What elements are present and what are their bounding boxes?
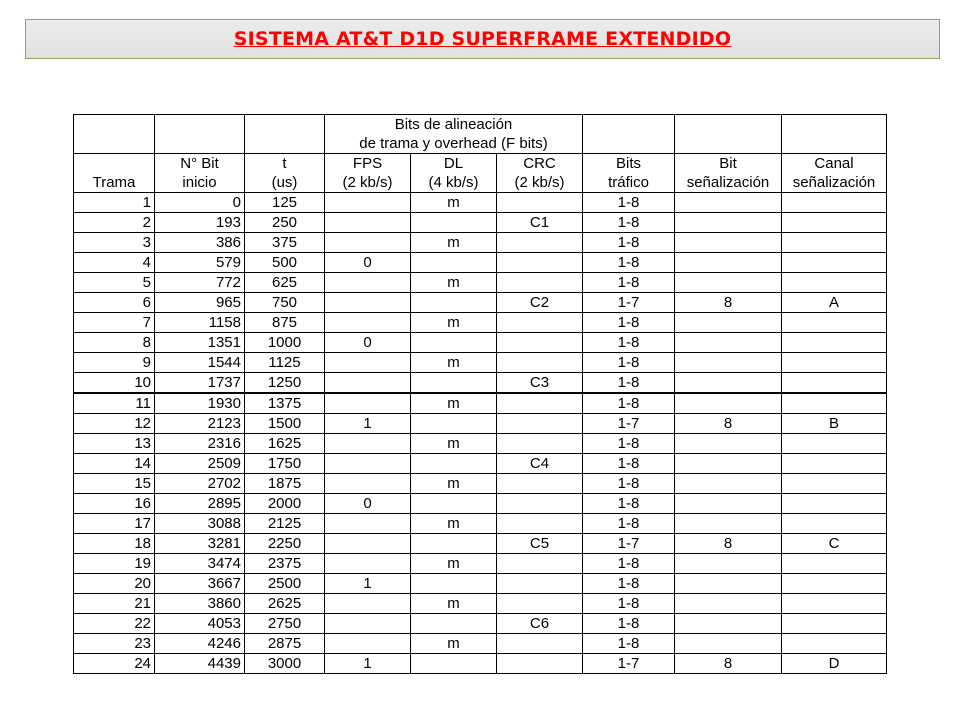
- canal-cell: [782, 454, 887, 474]
- t-cell: 750: [245, 293, 325, 313]
- nbit-cell: 386: [155, 233, 245, 253]
- bits-cell: 1-7: [583, 293, 675, 313]
- trama-cell: 23: [74, 634, 155, 654]
- trama-cell: 18: [74, 534, 155, 554]
- header-empty-cell: [675, 115, 782, 154]
- bits-cell: 1-8: [583, 474, 675, 494]
- bits-cell: 1-7: [583, 414, 675, 434]
- header-empty-cell: [74, 115, 155, 154]
- bit-cell: [675, 554, 782, 574]
- canal-cell: [782, 634, 887, 654]
- trama-cell: 3: [74, 233, 155, 253]
- table-row: [74, 654, 887, 674]
- fps-cell: 0: [325, 253, 411, 273]
- bits-cell: 1-8: [583, 454, 675, 474]
- trama-cell: 9: [74, 353, 155, 373]
- page-title: SISTEMA AT&T D1D SUPERFRAME EXTENDIDO: [233, 28, 732, 50]
- crc-cell: C5: [497, 534, 583, 554]
- bit-cell: 8: [675, 534, 782, 554]
- nbit-cell: 2123: [155, 414, 245, 434]
- bit-cell: 8: [675, 414, 782, 434]
- fps-cell: [325, 434, 411, 454]
- dl-cell: m: [411, 434, 497, 454]
- nbit-cell: 0: [155, 193, 245, 213]
- trama-cell: 19: [74, 554, 155, 574]
- bits-cell: 1-8: [583, 233, 675, 253]
- bits-cell: 1-8: [583, 393, 675, 414]
- bit-cell: [675, 614, 782, 634]
- dl-cell: m: [411, 474, 497, 494]
- bit-cell: [675, 634, 782, 654]
- fps-cell: 0: [325, 333, 411, 353]
- fps-cell: [325, 293, 411, 313]
- trama-cell: 6: [74, 293, 155, 313]
- table-row: [74, 273, 887, 293]
- fps-cell: [325, 554, 411, 574]
- table-row: [74, 393, 887, 414]
- dl-cell: [411, 213, 497, 233]
- canal-cell: D: [782, 654, 887, 674]
- bits-cell: 1-7: [583, 654, 675, 674]
- bit-cell: [675, 253, 782, 273]
- dl-cell: m: [411, 353, 497, 373]
- nbit-cell: 579: [155, 253, 245, 273]
- trama-cell: 16: [74, 494, 155, 514]
- nbit-cell: 4246: [155, 634, 245, 654]
- header-dl-line2: (4 kb/s): [411, 173, 497, 193]
- table-row: [74, 554, 887, 574]
- table-row: [74, 353, 887, 373]
- fps-cell: [325, 213, 411, 233]
- canal-cell: [782, 393, 887, 414]
- bit-cell: [675, 333, 782, 353]
- fps-cell: 1: [325, 574, 411, 594]
- canal-cell: [782, 313, 887, 333]
- bits-cell: 1-8: [583, 514, 675, 534]
- table-row: [74, 333, 887, 353]
- bits-cell: 1-8: [583, 193, 675, 213]
- header-row-units: [74, 173, 887, 193]
- t-cell: 125: [245, 193, 325, 213]
- nbit-cell: 2895: [155, 494, 245, 514]
- crc-cell: [497, 273, 583, 293]
- header-row-group: [74, 115, 887, 154]
- table-row: [74, 373, 887, 394]
- trama-cell: 1: [74, 193, 155, 213]
- trama-cell: 8: [74, 333, 155, 353]
- header-t-line1: t: [245, 154, 325, 174]
- bits-cell: 1-8: [583, 574, 675, 594]
- trama-cell: 15: [74, 474, 155, 494]
- header-group-fbits: [325, 115, 583, 154]
- header-row-names: [74, 154, 887, 174]
- crc-cell: [497, 313, 583, 333]
- dl-cell: m: [411, 193, 497, 213]
- canal-cell: [782, 273, 887, 293]
- dl-cell: [411, 293, 497, 313]
- nbit-cell: 3474: [155, 554, 245, 574]
- canal-cell: [782, 333, 887, 353]
- bit-cell: [675, 193, 782, 213]
- bits-cell: 1-8: [583, 273, 675, 293]
- canal-cell: [782, 193, 887, 213]
- nbit-cell: 3860: [155, 594, 245, 614]
- bit-cell: [675, 353, 782, 373]
- table-row: [74, 494, 887, 514]
- t-cell: 1625: [245, 434, 325, 454]
- canal-cell: [782, 253, 887, 273]
- fps-cell: [325, 373, 411, 394]
- superframe-table: [73, 114, 887, 674]
- t-cell: 875: [245, 313, 325, 333]
- table-row: [74, 514, 887, 534]
- bit-cell: 8: [675, 654, 782, 674]
- dl-cell: m: [411, 393, 497, 414]
- header-empty-cell: [782, 115, 887, 154]
- trama-cell: 7: [74, 313, 155, 333]
- crc-cell: [497, 233, 583, 253]
- crc-cell: [497, 434, 583, 454]
- title-banner: [25, 19, 940, 59]
- trama-cell: 20: [74, 574, 155, 594]
- fps-cell: [325, 474, 411, 494]
- t-cell: 2250: [245, 534, 325, 554]
- bit-cell: [675, 213, 782, 233]
- header-fps-line2: (2 kb/s): [325, 173, 411, 193]
- bit-cell: [675, 313, 782, 333]
- fps-cell: 1: [325, 654, 411, 674]
- nbit-cell: 772: [155, 273, 245, 293]
- bit-cell: [675, 373, 782, 394]
- canal-cell: [782, 514, 887, 534]
- fps-cell: [325, 313, 411, 333]
- bit-cell: [675, 454, 782, 474]
- nbit-cell: 1544: [155, 353, 245, 373]
- t-cell: 1125: [245, 353, 325, 373]
- crc-cell: C4: [497, 454, 583, 474]
- nbit-cell: 3281: [155, 534, 245, 554]
- crc-cell: [497, 594, 583, 614]
- bits-cell: 1-8: [583, 253, 675, 273]
- trama-cell: 10: [74, 373, 155, 394]
- bits-cell: 1-8: [583, 554, 675, 574]
- nbit-cell: 2316: [155, 434, 245, 454]
- table-row: [74, 434, 887, 454]
- table-row: [74, 534, 887, 554]
- trama-cell: 13: [74, 434, 155, 454]
- t-cell: 2625: [245, 594, 325, 614]
- header-bits-line2: tráfico: [583, 173, 675, 193]
- nbit-cell: 4439: [155, 654, 245, 674]
- table-row: [74, 474, 887, 494]
- trama-cell: 14: [74, 454, 155, 474]
- canal-cell: [782, 434, 887, 454]
- canal-cell: [782, 474, 887, 494]
- table-row: [74, 213, 887, 233]
- bits-cell: 1-8: [583, 373, 675, 394]
- bit-cell: [675, 233, 782, 253]
- bits-cell: 1-8: [583, 594, 675, 614]
- header-canal-line1: Canal: [782, 154, 887, 174]
- bit-cell: [675, 494, 782, 514]
- crc-cell: [497, 634, 583, 654]
- table-row: [74, 414, 887, 434]
- dl-cell: m: [411, 514, 497, 534]
- t-cell: 375: [245, 233, 325, 253]
- bit-cell: [675, 574, 782, 594]
- canal-cell: [782, 494, 887, 514]
- t-cell: 2000: [245, 494, 325, 514]
- header-nbit-line2: inicio: [155, 173, 245, 193]
- dl-cell: m: [411, 634, 497, 654]
- trama-cell: 5: [74, 273, 155, 293]
- dl-cell: m: [411, 313, 497, 333]
- header-empty-cell: [583, 115, 675, 154]
- header-crc-line2: (2 kb/s): [497, 173, 583, 193]
- crc-cell: [497, 333, 583, 353]
- bit-cell: [675, 474, 782, 494]
- nbit-cell: 2702: [155, 474, 245, 494]
- crc-cell: [497, 393, 583, 414]
- fps-cell: [325, 273, 411, 293]
- crc-cell: C1: [497, 213, 583, 233]
- header-group-line2: de trama y overhead (F bits): [359, 135, 548, 152]
- header-crc-line1: CRC: [497, 154, 583, 174]
- fps-cell: [325, 393, 411, 414]
- header-bit-line2: señalización: [675, 173, 782, 193]
- fps-cell: 0: [325, 494, 411, 514]
- crc-cell: C6: [497, 614, 583, 634]
- canal-cell: [782, 233, 887, 253]
- nbit-cell: 1930: [155, 393, 245, 414]
- canal-cell: [782, 554, 887, 574]
- canal-cell: [782, 213, 887, 233]
- fps-cell: [325, 233, 411, 253]
- trama-cell: 17: [74, 514, 155, 534]
- canal-cell: [782, 594, 887, 614]
- dl-cell: m: [411, 233, 497, 253]
- crc-cell: [497, 253, 583, 273]
- bit-cell: [675, 393, 782, 414]
- fps-cell: [325, 614, 411, 634]
- table-body: [74, 193, 887, 674]
- nbit-cell: 3088: [155, 514, 245, 534]
- crc-cell: [497, 654, 583, 674]
- crc-cell: [497, 414, 583, 434]
- t-cell: 1875: [245, 474, 325, 494]
- bits-cell: 1-8: [583, 634, 675, 654]
- header-group-line1: Bits de alineación: [394, 116, 513, 133]
- dl-cell: [411, 373, 497, 394]
- nbit-cell: 3667: [155, 574, 245, 594]
- t-cell: 3000: [245, 654, 325, 674]
- t-cell: 1500: [245, 414, 325, 434]
- fps-cell: [325, 454, 411, 474]
- t-cell: 2375: [245, 554, 325, 574]
- dl-cell: [411, 534, 497, 554]
- canal-cell: A: [782, 293, 887, 313]
- dl-cell: m: [411, 273, 497, 293]
- canal-cell: [782, 373, 887, 394]
- table-row: [74, 594, 887, 614]
- fps-cell: [325, 534, 411, 554]
- header-trama: Trama: [74, 173, 155, 193]
- bits-cell: 1-8: [583, 333, 675, 353]
- bits-cell: 1-8: [583, 353, 675, 373]
- dl-cell: [411, 614, 497, 634]
- crc-cell: [497, 554, 583, 574]
- bits-cell: 1-8: [583, 213, 675, 233]
- header-nbit-line1: N° Bit: [155, 154, 245, 174]
- table-row: [74, 313, 887, 333]
- table-row: [74, 253, 887, 273]
- t-cell: 1375: [245, 393, 325, 414]
- table-row: [74, 193, 887, 213]
- bit-cell: [675, 273, 782, 293]
- fps-cell: 1: [325, 414, 411, 434]
- bit-cell: 8: [675, 293, 782, 313]
- header-t-line2: (us): [245, 173, 325, 193]
- crc-cell: [497, 474, 583, 494]
- crc-cell: [497, 353, 583, 373]
- t-cell: 2125: [245, 514, 325, 534]
- header-dl-line1: DL: [411, 154, 497, 174]
- fps-cell: [325, 594, 411, 614]
- nbit-cell: 2509: [155, 454, 245, 474]
- crc-cell: [497, 494, 583, 514]
- bit-cell: [675, 594, 782, 614]
- bit-cell: [675, 514, 782, 534]
- dl-cell: [411, 414, 497, 434]
- t-cell: 2500: [245, 574, 325, 594]
- bits-cell: 1-7: [583, 534, 675, 554]
- fps-cell: [325, 634, 411, 654]
- t-cell: 250: [245, 213, 325, 233]
- t-cell: 1250: [245, 373, 325, 394]
- trama-cell: 11: [74, 393, 155, 414]
- dl-cell: m: [411, 594, 497, 614]
- dl-cell: [411, 253, 497, 273]
- bits-cell: 1-8: [583, 494, 675, 514]
- dl-cell: [411, 654, 497, 674]
- trama-cell: 21: [74, 594, 155, 614]
- fps-cell: [325, 353, 411, 373]
- canal-cell: C: [782, 534, 887, 554]
- crc-cell: C2: [497, 293, 583, 313]
- dl-cell: [411, 454, 497, 474]
- bits-cell: 1-8: [583, 614, 675, 634]
- fps-cell: [325, 193, 411, 213]
- header-empty-cell: [155, 115, 245, 154]
- bits-cell: 1-8: [583, 313, 675, 333]
- header-canal-line2: señalización: [782, 173, 887, 193]
- crc-cell: [497, 193, 583, 213]
- nbit-cell: 1351: [155, 333, 245, 353]
- crc-cell: C3: [497, 373, 583, 394]
- nbit-cell: 1737: [155, 373, 245, 394]
- table-row: [74, 293, 887, 313]
- nbit-cell: 193: [155, 213, 245, 233]
- t-cell: 500: [245, 253, 325, 273]
- bits-cell: 1-8: [583, 434, 675, 454]
- crc-cell: [497, 574, 583, 594]
- t-cell: 2875: [245, 634, 325, 654]
- dl-cell: [411, 574, 497, 594]
- header-bits-line1: Bits: [583, 154, 675, 174]
- header-empty-cell: [74, 154, 155, 174]
- header-empty-cell: [245, 115, 325, 154]
- canal-cell: B: [782, 414, 887, 434]
- nbit-cell: 4053: [155, 614, 245, 634]
- t-cell: 625: [245, 273, 325, 293]
- dl-cell: m: [411, 554, 497, 574]
- bit-cell: [675, 434, 782, 454]
- nbit-cell: 1158: [155, 313, 245, 333]
- trama-cell: 4: [74, 253, 155, 273]
- trama-cell: 24: [74, 654, 155, 674]
- trama-cell: 12: [74, 414, 155, 434]
- table-row: [74, 634, 887, 654]
- trama-cell: 2: [74, 213, 155, 233]
- crc-cell: [497, 514, 583, 534]
- canal-cell: [782, 574, 887, 594]
- nbit-cell: 965: [155, 293, 245, 313]
- t-cell: 1750: [245, 454, 325, 474]
- canal-cell: [782, 353, 887, 373]
- trama-cell: 22: [74, 614, 155, 634]
- fps-cell: [325, 514, 411, 534]
- table-row: [74, 614, 887, 634]
- table-row: [74, 454, 887, 474]
- dl-cell: [411, 494, 497, 514]
- table-row: [74, 233, 887, 253]
- t-cell: 2750: [245, 614, 325, 634]
- canal-cell: [782, 614, 887, 634]
- header-bit-line1: Bit: [675, 154, 782, 174]
- t-cell: 1000: [245, 333, 325, 353]
- header-fps-line1: FPS: [325, 154, 411, 174]
- dl-cell: [411, 333, 497, 353]
- table-row: [74, 574, 887, 594]
